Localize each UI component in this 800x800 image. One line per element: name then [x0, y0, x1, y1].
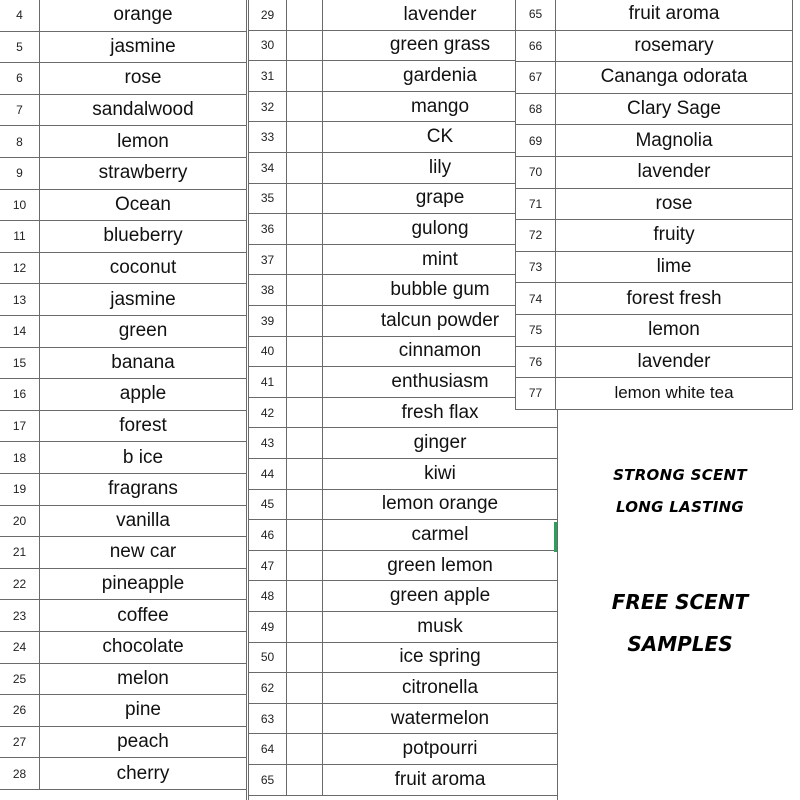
table-row[interactable]	[516, 347, 792, 379]
table-row[interactable]	[516, 157, 792, 189]
row-number: 7	[0, 95, 40, 126]
table-row[interactable]	[0, 316, 246, 348]
table-row[interactable]	[249, 214, 557, 245]
scent-name[interactable]: lily	[428, 156, 452, 178]
scent-name[interactable]: apple	[119, 383, 167, 405]
scent-name[interactable]: coconut	[109, 257, 177, 279]
scent-name[interactable]: potpourri	[402, 738, 478, 760]
row-number: 47	[249, 551, 287, 581]
scent-name[interactable]: fruit aroma	[394, 768, 486, 790]
row-number: 42	[249, 398, 287, 428]
table-row[interactable]	[249, 184, 557, 215]
scent-name[interactable]: green lemon	[387, 554, 493, 576]
empty-cell[interactable]	[287, 704, 323, 734]
scent-name[interactable]: fruity	[653, 224, 695, 246]
row-number: 15	[0, 348, 40, 379]
scent-name[interactable]: jasmine	[110, 35, 176, 57]
empty-cell[interactable]	[287, 490, 323, 520]
empty-cell[interactable]	[287, 459, 323, 489]
scent-name[interactable]: coffee	[117, 604, 169, 626]
table-row[interactable]	[0, 600, 246, 632]
table-row[interactable]	[516, 378, 792, 410]
row-number: 17	[0, 411, 40, 442]
scent-name[interactable]: gardenia	[403, 64, 477, 86]
scent-name[interactable]: melon	[117, 667, 169, 689]
scent-name[interactable]: mango	[410, 95, 470, 117]
row-number: 28	[0, 758, 40, 789]
empty-cell[interactable]	[287, 184, 323, 214]
table-row[interactable]	[0, 95, 246, 127]
table-row[interactable]	[249, 92, 557, 123]
row-number: 43	[249, 428, 287, 458]
table-row[interactable]	[0, 253, 246, 285]
row-number: 21	[0, 537, 40, 568]
empty-cell[interactable]	[287, 245, 323, 275]
table-row[interactable]	[0, 442, 246, 474]
row-number: 20	[0, 506, 40, 537]
empty-cell[interactable]	[287, 612, 323, 642]
scent-name[interactable]: Clary Sage	[627, 98, 721, 120]
row-number: 13	[0, 284, 40, 315]
scent-name[interactable]: new car	[109, 541, 177, 563]
scent-name[interactable]: Cananga odorata	[600, 66, 748, 88]
row-number: 23	[0, 600, 40, 631]
table-row[interactable]	[249, 367, 557, 398]
table-row[interactable]	[0, 63, 246, 95]
scent-name[interactable]: green grass	[389, 34, 491, 56]
row-number: 74	[516, 283, 556, 314]
scent-name[interactable]: enthusiasm	[391, 370, 489, 392]
row-number: 5	[0, 32, 40, 63]
table-row[interactable]	[0, 158, 246, 190]
scent-name[interactable]: jasmine	[110, 288, 176, 310]
scent-name[interactable]: rosemary	[634, 34, 714, 56]
empty-cell[interactable]	[287, 367, 323, 397]
scent-name[interactable]: rose	[124, 67, 162, 89]
empty-cell[interactable]	[287, 520, 323, 550]
row-number: 48	[249, 581, 287, 611]
row-number: 71	[516, 189, 556, 220]
scent-name[interactable]: lemon	[117, 130, 169, 152]
scent-name[interactable]: lavender	[637, 161, 711, 183]
table-row[interactable]	[249, 61, 557, 92]
table-row[interactable]	[249, 31, 557, 62]
row-number: 65	[516, 0, 556, 30]
table-row[interactable]	[0, 695, 246, 727]
scent-name[interactable]: lemon	[648, 319, 700, 341]
scent-name[interactable]: gulong	[411, 217, 469, 239]
table-row[interactable]	[0, 32, 246, 64]
scent-name[interactable]: vanilla	[116, 509, 170, 531]
row-number: 76	[516, 347, 556, 378]
table-row[interactable]	[249, 520, 557, 551]
table-row[interactable]	[249, 398, 557, 429]
table-row[interactable]	[516, 283, 792, 315]
table-row[interactable]	[249, 490, 557, 521]
table-row[interactable]	[249, 643, 557, 674]
empty-cell[interactable]	[287, 337, 323, 367]
row-number: 68	[516, 94, 556, 125]
row-number: 70	[516, 157, 556, 188]
scent-name[interactable]: green apple	[389, 585, 491, 607]
scent-name[interactable]: pineapple	[101, 573, 185, 595]
row-number: 4	[0, 0, 40, 31]
scent-table-column-3	[515, 0, 793, 410]
scent-name[interactable]: banana	[111, 351, 175, 373]
scent-name[interactable]: blueberry	[103, 225, 183, 247]
row-number: 46	[249, 520, 287, 550]
empty-cell[interactable]	[287, 734, 323, 764]
row-number: 29	[249, 0, 287, 30]
row-number: 32	[249, 92, 287, 122]
table-row[interactable]	[0, 379, 246, 411]
table-row[interactable]	[0, 0, 246, 32]
table-row[interactable]	[516, 125, 792, 157]
row-number: 12	[0, 253, 40, 284]
scent-name[interactable]: carmel	[411, 523, 469, 545]
scent-name[interactable]: lemon white tea	[614, 383, 734, 403]
row-number: 34	[249, 153, 287, 183]
row-number: 18	[0, 442, 40, 473]
row-number: 66	[516, 31, 556, 62]
row-number: 40	[249, 337, 287, 367]
table-row[interactable]	[0, 758, 246, 790]
scent-name[interactable]: ice spring	[399, 646, 481, 668]
table-row[interactable]	[0, 348, 246, 380]
scent-name[interactable]: CK	[426, 126, 454, 148]
scent-name[interactable]: mint	[422, 248, 458, 270]
table-row[interactable]	[249, 306, 557, 337]
table-row[interactable]	[516, 220, 792, 252]
row-number: 9	[0, 158, 40, 189]
table-row[interactable]	[249, 337, 557, 368]
row-number: 49	[249, 612, 287, 642]
row-number: 11	[0, 221, 40, 252]
scent-table-column-1	[0, 0, 247, 800]
scent-name[interactable]: b ice	[122, 446, 164, 468]
table-row[interactable]	[516, 62, 792, 94]
empty-cell[interactable]	[287, 214, 323, 244]
empty-cell[interactable]	[287, 275, 323, 305]
row-number: 72	[516, 220, 556, 251]
row-number: 64	[249, 734, 287, 764]
scent-name[interactable]: sandalwood	[92, 99, 194, 121]
table-row[interactable]	[249, 704, 557, 735]
table-row[interactable]	[516, 252, 792, 284]
table-row[interactable]	[516, 0, 792, 31]
empty-cell[interactable]	[287, 0, 323, 30]
scent-name[interactable]: grape	[415, 187, 465, 209]
promo-samples: SAMPLES	[627, 632, 733, 656]
table-row[interactable]	[0, 221, 246, 253]
row-number: 41	[249, 367, 287, 397]
table-row[interactable]	[516, 94, 792, 126]
table-row[interactable]	[249, 245, 557, 276]
empty-cell[interactable]	[287, 31, 323, 61]
row-number: 73	[516, 252, 556, 283]
empty-cell[interactable]	[287, 673, 323, 703]
active-cell-marker	[554, 522, 557, 552]
scent-name[interactable]: fresh flax	[401, 401, 479, 423]
row-number: 37	[249, 245, 287, 275]
scent-name[interactable]: musk	[417, 615, 463, 637]
scent-name[interactable]: fruit aroma	[628, 3, 720, 25]
row-number: 77	[516, 378, 556, 409]
table-row[interactable]	[516, 189, 792, 221]
empty-cell[interactable]	[287, 398, 323, 428]
scent-name[interactable]: fragrans	[108, 478, 178, 500]
table-row[interactable]	[249, 153, 557, 184]
scent-name[interactable]: Ocean	[115, 193, 171, 215]
table-row[interactable]	[0, 190, 246, 222]
row-number: 14	[0, 316, 40, 347]
row-number: 38	[249, 275, 287, 305]
row-number: 35	[249, 184, 287, 214]
scent-name[interactable]: talcun powder	[380, 309, 500, 331]
scent-name[interactable]: kiwi	[424, 462, 456, 484]
scent-name[interactable]: forest	[119, 415, 167, 437]
scent-name[interactable]: green	[118, 320, 168, 342]
row-number: 8	[0, 126, 40, 157]
scent-name[interactable]: forest fresh	[626, 287, 722, 309]
table-row[interactable]	[249, 551, 557, 582]
scent-name[interactable]: ginger	[413, 432, 467, 454]
table-row[interactable]	[249, 734, 557, 765]
empty-cell[interactable]	[287, 153, 323, 183]
scent-name[interactable]: Magnolia	[635, 129, 713, 151]
scent-name[interactable]: orange	[113, 4, 173, 26]
empty-cell[interactable]	[287, 61, 323, 91]
table-row[interactable]	[0, 537, 246, 569]
row-number: 33	[249, 122, 287, 152]
scent-name[interactable]: lavender	[637, 350, 711, 372]
row-number: 67	[516, 62, 556, 93]
table-row[interactable]	[249, 673, 557, 704]
row-number: 22	[0, 569, 40, 600]
table-row[interactable]	[0, 632, 246, 664]
table-row[interactable]	[249, 0, 557, 31]
table-row[interactable]	[249, 428, 557, 459]
row-number: 6	[0, 63, 40, 94]
row-number: 30	[249, 31, 287, 61]
table-row[interactable]	[0, 727, 246, 759]
row-number: 26	[0, 695, 40, 726]
scent-name[interactable]: lemon orange	[381, 493, 499, 515]
row-number: 69	[516, 125, 556, 156]
row-number: 75	[516, 315, 556, 346]
table-row[interactable]	[0, 664, 246, 696]
scent-name[interactable]: rose	[655, 192, 693, 214]
table-row[interactable]	[249, 765, 557, 796]
empty-cell[interactable]	[287, 92, 323, 122]
empty-cell[interactable]	[287, 306, 323, 336]
empty-cell[interactable]	[287, 122, 323, 152]
empty-cell[interactable]	[287, 551, 323, 581]
table-row[interactable]	[516, 315, 792, 347]
empty-cell[interactable]	[287, 765, 323, 795]
table-row[interactable]	[249, 122, 557, 153]
table-row[interactable]	[0, 284, 246, 316]
promo-long-lasting: LONG LASTING	[615, 498, 745, 516]
row-number: 10	[0, 190, 40, 221]
table-row[interactable]	[249, 459, 557, 490]
row-number: 27	[0, 727, 40, 758]
row-number: 31	[249, 61, 287, 91]
empty-cell[interactable]	[287, 428, 323, 458]
scent-name[interactable]: cinnamon	[398, 340, 482, 362]
row-number: 36	[249, 214, 287, 244]
table-row[interactable]	[0, 569, 246, 601]
row-number: 16	[0, 379, 40, 410]
row-number: 65	[249, 765, 287, 795]
row-number: 25	[0, 664, 40, 695]
table-row[interactable]	[516, 31, 792, 63]
scent-name[interactable]: peach	[117, 731, 169, 753]
scent-name[interactable]: bubble gum	[390, 279, 490, 301]
row-number: 62	[249, 673, 287, 703]
empty-cell[interactable]	[287, 581, 323, 611]
row-number: 50	[249, 643, 287, 673]
promo-strong-scent: STRONG SCENT	[613, 466, 747, 484]
row-number: 45	[249, 490, 287, 520]
row-number: 24	[0, 632, 40, 663]
scent-name[interactable]: pine	[125, 699, 161, 721]
scent-name[interactable]: lavender	[403, 3, 477, 25]
table-row[interactable]	[249, 612, 557, 643]
scent-name[interactable]: cherry	[116, 762, 170, 784]
table-row[interactable]	[249, 581, 557, 612]
row-number: 44	[249, 459, 287, 489]
scent-name[interactable]: citronella	[401, 676, 479, 698]
table-row[interactable]	[0, 411, 246, 443]
scent-name[interactable]: chocolate	[102, 636, 184, 658]
table-row[interactable]	[0, 474, 246, 506]
empty-cell[interactable]	[287, 643, 323, 673]
table-row[interactable]	[0, 126, 246, 158]
scent-name[interactable]: strawberry	[98, 162, 188, 184]
row-number: 19	[0, 474, 40, 505]
row-number: 63	[249, 704, 287, 734]
promo-free-scent: FREE SCENT	[611, 590, 749, 614]
scent-name[interactable]: watermelon	[390, 707, 490, 729]
table-row[interactable]	[0, 506, 246, 538]
scent-table-column-2	[248, 0, 558, 800]
table-row[interactable]	[249, 275, 557, 306]
scent-name[interactable]: lime	[656, 256, 692, 278]
row-number: 39	[249, 306, 287, 336]
